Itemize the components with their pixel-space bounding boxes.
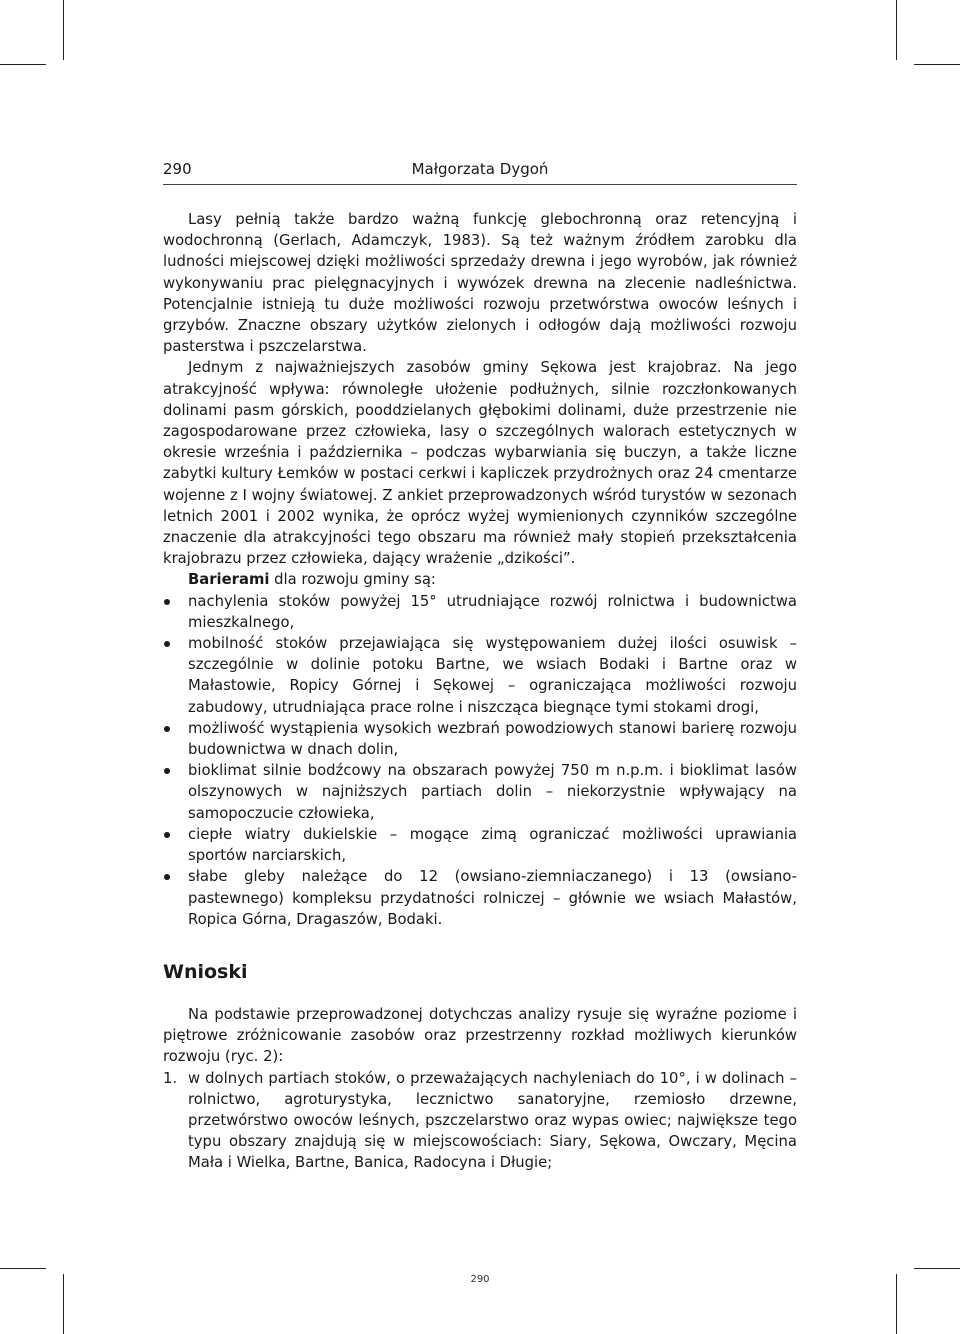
running-head [163,158,797,180]
crop-mark-top-left [63,0,64,60]
list-item: nachylenia stoków powyżej 15° utrudniające rozwój rolnictwa i budownictwa mieszkalnego, [163,591,797,633]
body-text [163,209,797,1174]
crop-mark-right-bottom [914,1268,960,1269]
paragraph-conclusions-intro: Na podstawie przeprowadzonej dotychczas analizy rysuje się wyraźne poziome i piętrowe zróżnicowanie zasobów oraz przestrzenny rozkład możliwych kierunków rozwoju (ryc. 2): [163,1005,797,1066]
crop-mark-left-bottom [0,1268,46,1269]
crop-mark-left-top [0,64,46,65]
barriers-list [163,591,797,930]
crop-mark-right-top [914,64,960,65]
section-title: Wnioski [163,960,248,983]
list-number: 1. [163,1069,178,1087]
list-item: bioklimat silnie bodźcowy na obszarach powyżej 750 m n.p.m. i bioklimat lasów olszynowych w najniższych partiach dolin – niekorzystnie wpływający na samopoczucie człowieka, [163,760,797,824]
footer-folio: 290 [470,1274,490,1285]
list-item: mobilność stoków przejawiająca się występowaniem dużej ilości osuwisk – szczególnie w dolinie potoku Bartne, we wsiach Bodaki i Bartne oraz w Małastowie, Ropicy Górnej i Sękowej – ograniczająca możliwości rozwoju zabudowy, utrudniająca prace rolne i niszcząca biegnące tymi stokami drogi, [163,633,797,718]
header-rule [163,184,797,185]
list-item: ciepłe wiatry dukielskie – mogące zimą ograniczać możliwości uprawiania sportów narciarskich, [163,824,797,866]
barriers-intro-rest: dla rozwoju gminy są: [269,571,436,589]
crop-mark-top-right [896,0,897,60]
list-item: możliwość wystąpienia wysokich wezbrań powodziowych stanowi barierę rozwoju budownictwa w dnach dolin, [163,718,797,760]
paragraph-landscape: Jednym z najważniejszych zasobów gminy Sękowa jest krajobraz. Na jego atrakcyjność wpływa: równoległe ułożenie podłużnych, silnie rozczłonkowanych dolinami pasm górskich, pooddzielanych głębokimi dolinami, duże przestrzenie nie zagospodarowane przez człowieka, lasy o szczególnych walorach estetycznych w okresie września i października – podczas wybarwiania się buczyn, a także liczne zabytki kultury Łemków w postaci cerkwi i kapliczek przydrożnych oraz 24 cmentarze wojenne z I wojny światowej. Z ankiet przeprowadzonych wśród turystów w sezonach letnich 2001 i 2002 wynika, że oprócz wyżej wymienionych czynników szczególne znaczenie dla atrakcyjności tego obszaru ma również mały stopień przekształcenia krajobrazu przez człowieka, dający wrażenie „dzikości”. [163,359,797,568]
barriers-term: Barierami [188,571,270,589]
running-head-author: Małgorzata Dygoń [411,160,549,178]
list-item: słabe gleby należące do 12 (owsiano-ziemniaczanego) i 13 (owsiano-pastewnego) kompleksu przydatności rolniczej – głównie we wsiach Małastów, Ropica Górna, Dragaszów, Bodaki. [163,866,797,930]
page-number: 290 [163,160,192,178]
list-item-text: w dolnych partiach stoków, o przeważających nachyleniach do 10°, i w dolinach – rolnictwo, agroturystyka, lecznictwo sanatoryjne, rzemiosło drzewne, przetwórstwo owoców leśnych, pszczelarstwo oraz wypas owiec; największe tego typu obszary znajdują się w miejscowościach: Siary, Sękowa, Owczary, Męcina Mała i Wielka, Bartne, Banica, Radocyna i Długie; [188,1069,797,1172]
conclusions-list [163,1068,797,1174]
list-item [163,1068,797,1174]
paragraph-barriers-intro [163,569,797,590]
paragraph-forests: Lasy pełnią także bardzo ważną funkcję glebochronną oraz retencyjną i wodochronną (Gerlach, Adamczyk, 1983). Są też ważnym źródłem zarobku dla ludności miejscowej dzięki możliwości sprzedaży drewna i jego wyrobów, jak również wykonywaniu prac pielęgnacyjnych i wywózek drewna na zlecenie nadleśnictwa. Potencjalnie istnieją tu duże możliwości rozwoju przetwórstwa owoców leśnych i grzybów. Znaczne obszary użytków zielonych i odłogów dają możliwości rozwoju pasterstwa i pszczelarstwa. [163,211,797,356]
